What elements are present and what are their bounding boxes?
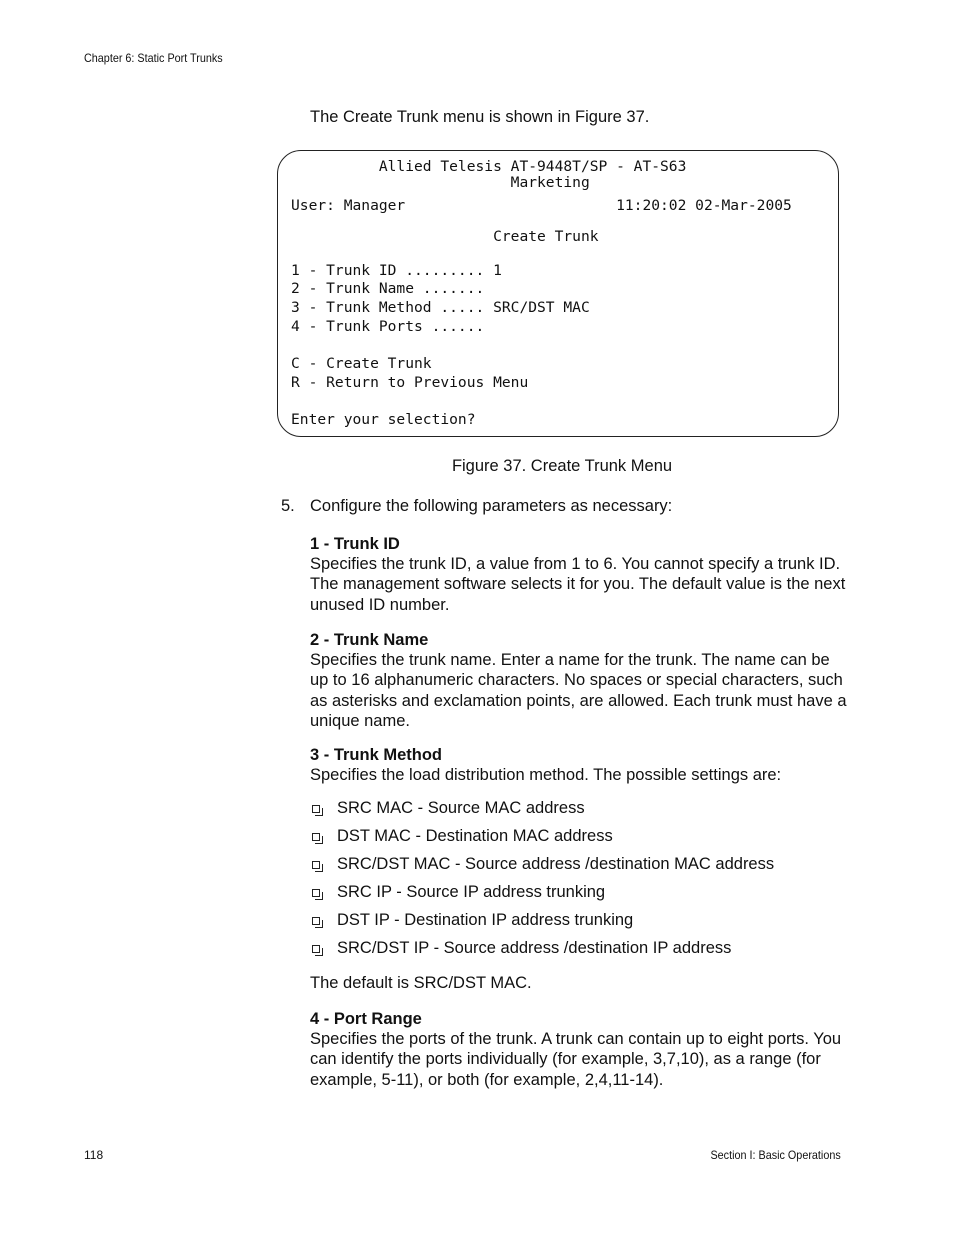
terminal-line bbox=[291, 216, 792, 228]
param-description: Specifies the load distribution method. The possible settings are: bbox=[310, 766, 782, 785]
terminal-line: User: Manager 11:20:02 02-Mar-2005 bbox=[291, 197, 792, 215]
list-item-text: SRC MAC - Source MAC address bbox=[337, 799, 585, 817]
terminal-line: R - Return to Previous Menu bbox=[291, 373, 529, 391]
figure-caption: Figure 37. Create Trunk Menu bbox=[451, 457, 673, 475]
param-description: Specifies the trunk name. Enter a name for the trunk. The name can be up to 16 alphanumeric characters. No spaces or special characters, such as asterisks and exclamation points, are allowed. Each trunk must have a unique name. bbox=[310, 651, 847, 730]
checkbox-bullet-icon bbox=[312, 945, 320, 953]
param-title: 3 - Trunk Method bbox=[310, 746, 442, 764]
list-item-text: DST IP - Destination IP address trunking bbox=[337, 911, 634, 929]
list-item bbox=[310, 883, 774, 911]
list-item bbox=[310, 855, 774, 883]
page-header-chapter: Chapter 6: Static Port Trunks bbox=[84, 51, 223, 65]
list-item bbox=[310, 939, 774, 967]
list-item-text: SRC IP - Source IP address trunking bbox=[337, 883, 606, 901]
param-description: Specifies the ports of the trunk. A trunk can contain up to eight ports. You can identify the ports individually (for example, 3,7,10), as a range (for example, 5-11), or both (for example, 2,4,11-14). bbox=[310, 1030, 842, 1089]
checkbox-bullet-icon bbox=[312, 861, 320, 869]
param-title: 1 - Trunk ID bbox=[310, 535, 400, 553]
terminal-line: C - Create Trunk bbox=[291, 355, 432, 373]
terminal-screen bbox=[291, 158, 792, 430]
default-note: The default is SRC/DST MAC. bbox=[310, 974, 532, 992]
checkbox-bullet-icon bbox=[312, 889, 320, 897]
param-title: 2 - Trunk Name bbox=[310, 631, 429, 649]
terminal-line: Marketing bbox=[291, 173, 590, 191]
terminal-line bbox=[291, 393, 792, 412]
terminal-line: Allied Telesis AT-9448T/SP - AT-S63 bbox=[291, 158, 687, 175]
step-text: Configure the following parameters as necessary: bbox=[310, 497, 673, 515]
page-number: 118 bbox=[84, 1148, 104, 1162]
terminal-line: 3 - Trunk Method ..... SRC/DST MAC bbox=[291, 299, 590, 317]
param-trunk-name bbox=[310, 630, 850, 731]
checkbox-bullet-icon bbox=[312, 833, 320, 841]
terminal-line bbox=[291, 337, 792, 356]
terminal-line: 4 - Trunk Ports ...... bbox=[291, 317, 485, 335]
terminal-line: 1 - Trunk ID ......... 1 bbox=[291, 261, 502, 279]
step-5 bbox=[281, 497, 672, 516]
param-title: 4 - Port Range bbox=[310, 1010, 422, 1028]
terminal-line: 2 - Trunk Name ....... bbox=[291, 280, 485, 298]
terminal-line bbox=[291, 247, 792, 262]
list-item bbox=[310, 799, 774, 827]
param-trunk-id bbox=[310, 534, 850, 615]
step-number: 5. bbox=[281, 497, 295, 515]
checkbox-bullet-icon bbox=[312, 805, 320, 813]
param-trunk-method bbox=[310, 745, 850, 785]
list-item bbox=[310, 827, 774, 855]
terminal-line: Enter your selection? bbox=[291, 411, 476, 429]
list-item-text: SRC/DST IP - Source address /destination IP address bbox=[337, 939, 732, 957]
method-list bbox=[310, 799, 774, 967]
param-description: Specifies the trunk ID, a value from 1 to 6. You cannot specify a trunk ID. The management software selects it for you. The default value is the next unused ID number. bbox=[310, 555, 846, 614]
terminal-line: Create Trunk bbox=[291, 228, 599, 246]
param-port-range bbox=[310, 1009, 850, 1090]
footer-section: Section I: Basic Operations bbox=[710, 1148, 841, 1162]
list-item bbox=[310, 911, 774, 939]
intro-text: The Create Trunk menu is shown in Figure 37. bbox=[310, 108, 650, 126]
checkbox-bullet-icon bbox=[312, 917, 320, 925]
list-item-text: SRC/DST MAC - Source address /destination MAC address bbox=[337, 855, 775, 873]
list-item-text: DST MAC - Destination MAC address bbox=[337, 827, 613, 845]
